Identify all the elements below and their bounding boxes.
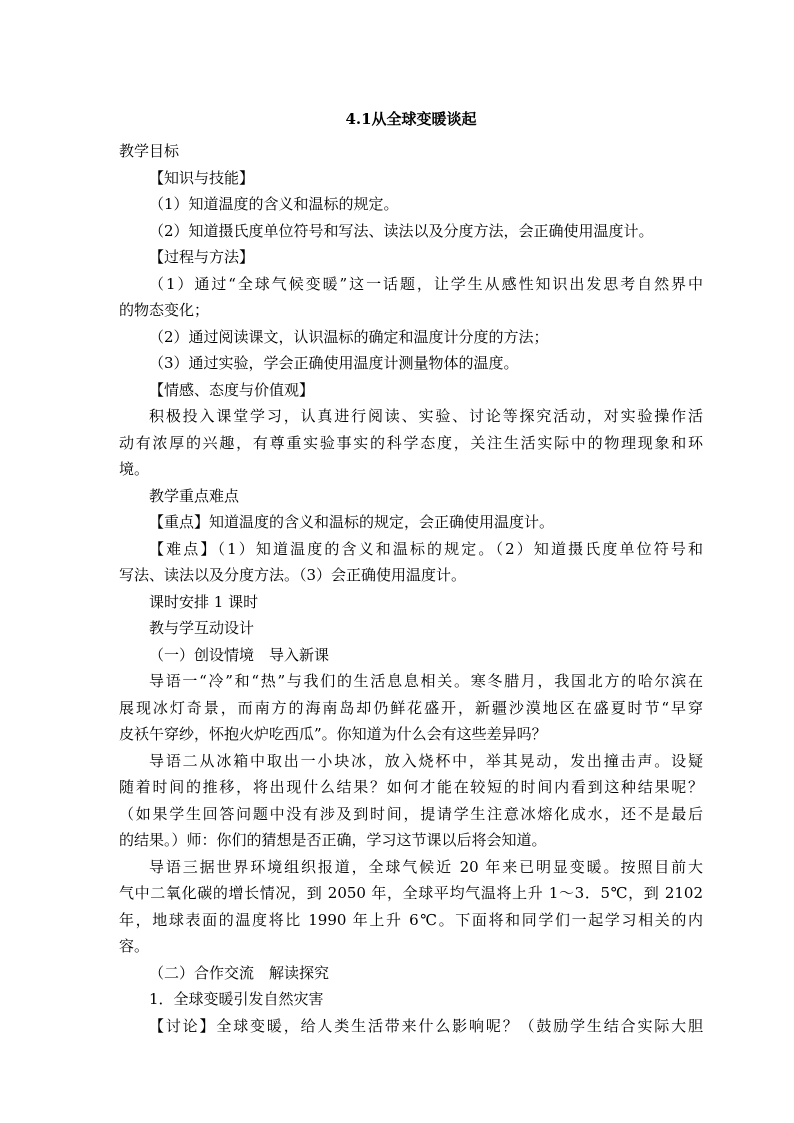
- paragraph-line: 导语一“冷”和“热”与我们的生活息息相关。寒冬腊月，我国北方的哈尔滨在: [149, 672, 703, 690]
- paragraph-line: 积极投入课堂学习，认真进行阅读、实验、讨论等探究活动，对实验操作活: [149, 407, 703, 425]
- section-heading-key-points: 教学重点难点: [149, 486, 240, 505]
- difficult-point-continued: 写法、读法以及分度方法。（3）会正确使用温度计。: [119, 566, 467, 584]
- subsection-heading: （二）合作交流 解读探究: [149, 963, 330, 982]
- section-heading-objectives: 教学目标: [119, 142, 180, 160]
- class-hours: 课时安排 1 课时: [149, 592, 259, 611]
- numbered-heading: 1．全球变暖引发自然灾害: [149, 990, 324, 1008]
- paragraph-line: 容。: [119, 937, 150, 955]
- subsection-heading: （一）创设情境 导入新课: [149, 645, 330, 664]
- paragraph-line: 皮袄午穿纱，怀抱火炉吃西瓜”。你知道为什么会有这些差异吗？: [119, 725, 547, 743]
- subheading-attitude-values: 【情感、态度与价值观】: [149, 380, 315, 399]
- subheading-knowledge-skills: 【知识与技能】: [149, 168, 255, 187]
- paragraph-line: 导语二从冰箱中取出一小块冰，放入烧杯中，举其晃动，发出撞击声。设疑: [149, 751, 703, 770]
- paragraph-line: 年，地球表面的温度将比 1990 年上升 6℃。下面将和同学们一起学习相关的内: [119, 910, 703, 929]
- paragraph-line: 随着时间的推移，将出现什么结果？如何才能在较短的时间内看到这种结果呢？: [119, 778, 703, 796]
- objective-item: （2）通过阅读课文，认识温标的确定和温度计分度的方法；: [149, 327, 549, 346]
- objective-item: （1）知道温度的含义和温标的规定。: [149, 195, 399, 213]
- paragraph-line: 气中二氧化碳的增长情况，到 2050 年，全球平均气温将上升 1～3．5℃，到 2102: [119, 884, 703, 902]
- objective-item-continued: 的物态变化；: [119, 301, 210, 319]
- section-heading-interaction: 教与学互动设计: [149, 619, 255, 637]
- paragraph-line: 境。: [119, 460, 150, 478]
- key-point: 【重点】知道温度的含义和温标的规定，会正确使用温度计。: [149, 513, 555, 531]
- document-title: 4.1从全球变暖谈起: [345, 110, 477, 128]
- objective-item: （1）通过“全球气候变暖”这一话题，让学生从感性知识出发思考自然界中: [149, 274, 703, 293]
- document-page: [119, 104, 703, 1039]
- paragraph-line: 展现冰灯奇景，而南方的海南岛却仍鲜花盛开，新疆沙漠地区在盛夏时节“早穿: [119, 698, 703, 717]
- objective-item: （2）知道摄氏度单位符号和写法、读法以及分度方法，会正确使用温度计。: [149, 221, 654, 240]
- discussion-line: 【讨论】全球变暖，给人类生活带来什么影响呢？（鼓励学生结合实际大胆: [149, 1016, 703, 1035]
- paragraph-line: 的结果。）师：你们的猜想是否正确，学习这节课以后将会知道。: [119, 831, 547, 849]
- paragraph-line: 动有浓厚的兴趣，有尊重实验事实的科学态度，关注生活实际中的物理现象和环: [119, 433, 703, 452]
- objective-item: （3）通过实验，学会正确使用温度计测量物体的温度。: [149, 354, 519, 372]
- paragraph-line: （如果学生回答问题中没有涉及到时间，提请学生注意冰熔化成水，还不是最后: [119, 804, 703, 823]
- subheading-process-methods: 【过程与方法】: [149, 248, 255, 266]
- paragraph-line: 导语三据世界环境组织报道，全球气候近 20 年来已明显变暖。按照目前大: [149, 857, 703, 876]
- difficult-point: 【难点】（1）知道温度的含义和温标的规定。（2）知道摄氏度单位符号和: [149, 539, 703, 558]
